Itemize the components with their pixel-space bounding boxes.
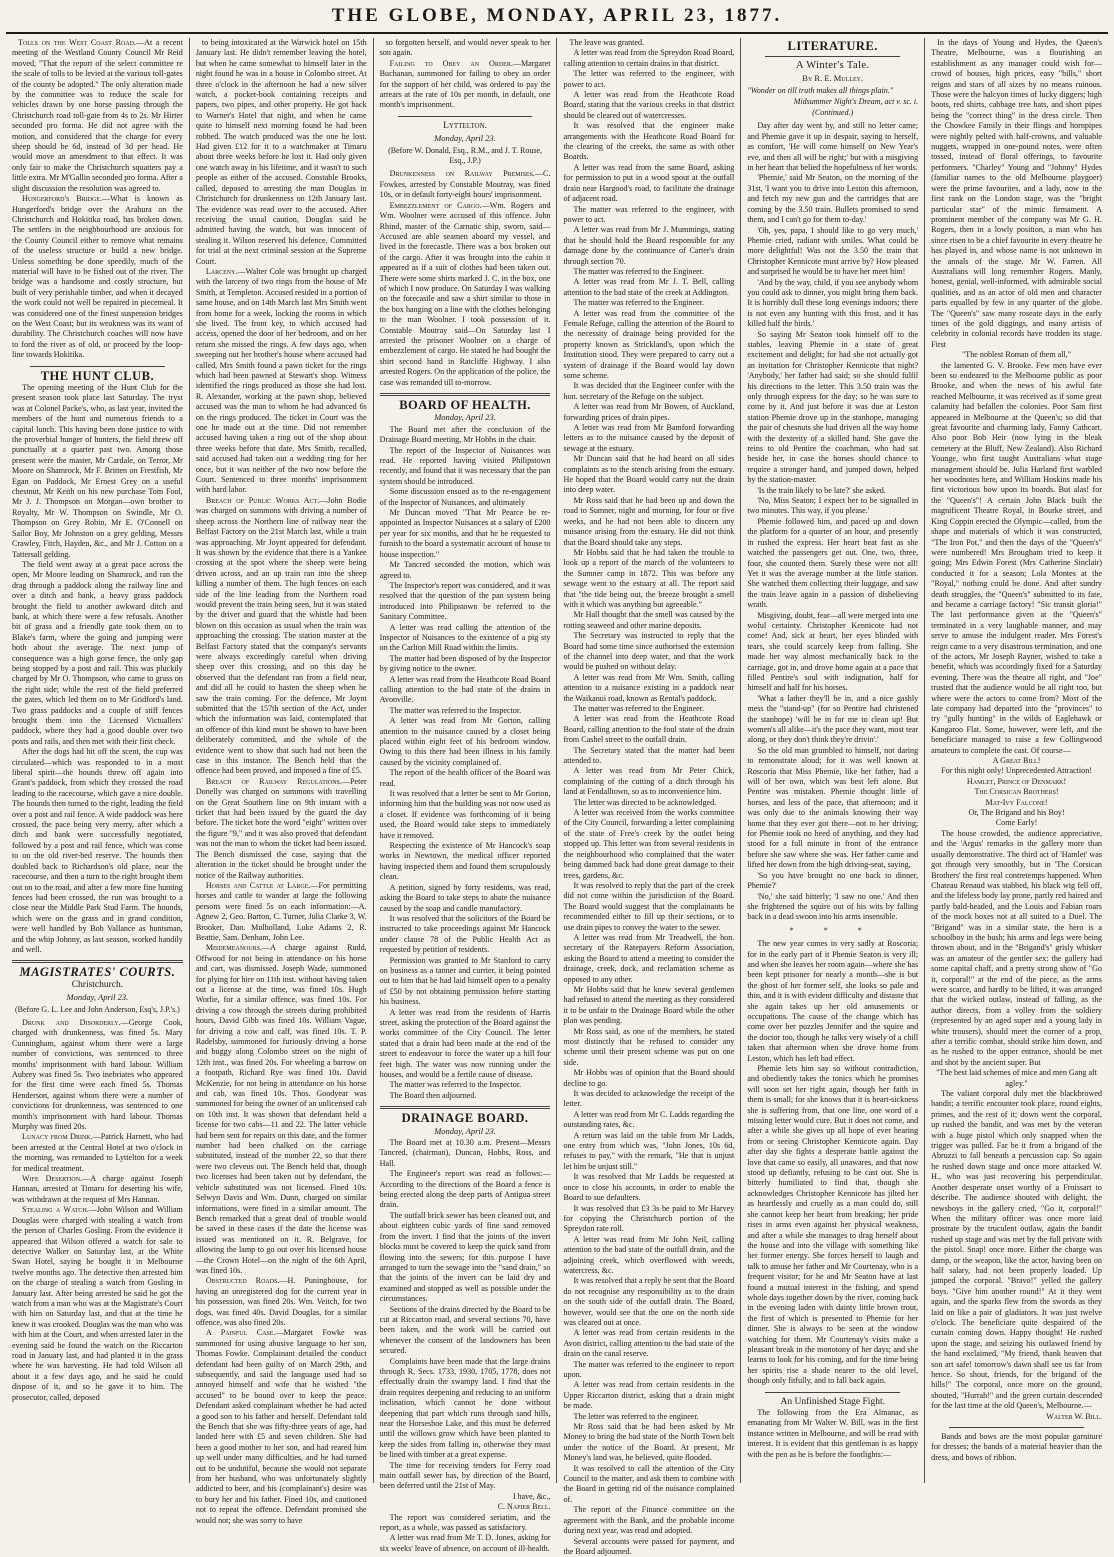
paragraph: 'Phemie,' said Mr Seaton, on the morning of the 31st, 'I want you to drive into Leston this afternoon, and fetch my new gun and the cartridges that are coming by the 3.50 train. Bullets promised to send them, and I can't go for them to-day.' [747,173,918,225]
article-body: —At a recent meeting of the Westland County Council Mr Reid moved, "That the report of the select committee re the scale of tolls to be levied at the various toll-gates of the county be adopted." The only alteration made by the committee was to reduce the scale for vehicles drawn by one horse passing through the Christchurch road toll-gate from 4s to 2s. Mr Hirter seconded pro forma. He did not agree with the motion, and considered that the charge for every sheep should be 6d, instead of 3d per head. He would move an amendment to that effect. It was only fair to make the Christchurch squatters pay a little extra. Mr M'Gallin seconded pro forma. After a slight discussion the resolution was agreed to. [12,38,183,193]
paragraph: It was resolved to reply that the part of the creek did not come within the jurisdiction of the Board. The Board would suggest that the complainants be recommended either to fill up their sections, or to use drain pipes to convey the water to the sewer. [563,881,734,933]
paragraph: The letter was referred to the engineer. [563,1412,734,1422]
paragraph: A petition, signed by forty residents, was read, asking the Board to take steps to abate the nuisance caused by the soap and candle manufactory. [380,883,551,914]
paragraph: Permission was granted to Mr Stanford to carry on business as a tanner and currier, it being pointed out to him that he had laid himself open to a penalty of £50 by not obtaining permission before starting his business. [380,956,551,1008]
paragraph: Mr Ross said, as one of the members, he stated most distinctly that he refused to consider any scheme until their present scheme was put on one side. [563,1027,734,1069]
case-body: —For permitting horses and cattle to wander at large the following persons were fined 5s on each information:—A. Agnew 2, Geo. Barton, C. Turner, Julia Clarke 3, W. Brooker, Dan. Mulholland, Luke Adams 2, R. Beattie, Sam. Denham, John Lee. [196,881,367,942]
case-body: —Margaret Fowke was summoned for using abusive language to her son, Thomas Fowke. Complainant detailed the conduct defendant had been guilty of on March 29th, and subsequently, and said the language used had so annoyed himself and wife that he wished "the accused" to be bound over to keep the peace. Defendant asked complainant whether he had acted a good son to his father and herself. Defendant told the Bench that she was fifty-three years of age, had landed here with £5 and seven children. She had been a good mother to her son, and had reared him up well under many difficulties, and he had turned out to be undutiful, because she would not separate from her husband, who was unfortunately slightly addicted to beer, and his (complainant's) desire was to bury her and his father. Fined 10s, and cautioned not to repeat the offence. Defendant promised she would not; she was sorry to have [196,1328,367,1524]
case-head: Breach of Public Works Act. [206,496,319,505]
paragraph: A letter was read from the same Board, asking for permission to put in a wood spout at the outfall drain near Hargood's road, to facilitate the drainage of adjacent road. [563,163,734,205]
case-body: —John Wilson and William Douglas were charged with stealing a watch from the person of Charles Gosling. From the evidence it appeared that Wilson offered a watch for sale to detective Walker on Saturday last, at the White Swan Hotel, saying he bought it in Melbourne twelve months ago. The detective then arrested him on the charge of stealing a watch from Gosling in January last. After being arrested he said he got the watch from a man who was at the Magistrate's Court with him on Saturday last, and that at the time he knew it was crooked. Douglas was the man who was with him at the Court, and when arrested later in the evening said he found the watch on the Riccarton road in January last, and had planted it in the grass where he was harvesting. He had told Wilson all about it a few days ago, and he said he could dispose of it, and so he gave it to him. The prosecutor, called, deposed [12,1205,183,1401]
paragraph: The matter was referred to the Engineer. [563,298,734,308]
paragraph: It was decided that the Engineer confer with the hon. secretary of the Refuge on the subject. [563,381,734,402]
article-head: Hungerford's Bridge. [22,194,102,203]
case-body: —H. Puninghouse, for having an unregistered dog for the current year in his possession, was fined 20s. Wm. Veitch, for two dogs, was fined 40s. David Douglas, for a similar offence, was also fined 20s. [196,1276,367,1327]
paragraph: The Board met after the conclusion of the Drainage Board meeting, Mr Hobbs in the chair. [380,425,551,446]
court-location: Christchurch. [12,980,183,990]
paragraph: A letter was read from Mr Wm. Smith, calling attention to a nuisance existing in a paddock near the Waikanui road, known as Rental's paddock. [563,673,734,704]
byline: By R. E. Mulley. [747,73,918,83]
paragraph: It was resolved that a letter be sent to Mr Gorton, informing him that the building was not now used as a closet. If evidence was forthcoming of it being used, the Board would take steps to immediately have it removed. [380,789,551,841]
paragraph: The new year comes in very sadly at Roscoria; for in the early part of it Phemie Seaton is very ill; and when she leaves her room again—where she has been kept prisoner for nearly a month—she is but the ghost of her former self, she looks so pale and thin, and it is with evident difficulty and distaste that she again takes up her old amusements or occupations. The cause of the change which has come over her puzzles Jennifer and the squire and the doctor too, though he talks very wisely of a chill taken that afternoon when she drove home from Leston, which has left bad effect. [747,939,918,1064]
paragraph: 'No,' she said bitterly; 'I saw no one.' And then she frightened the squire out of his wits by falling back in a dead swoon into his arms insensible. [747,892,918,923]
signature: C. Napier Bell. [380,1502,551,1512]
paragraph: A letter was read from Mr Bowen, of Auckland, forwarding prices of drain pipes. [563,402,734,423]
paragraph: The matter was referred to the engineer to report upon. [563,1360,734,1381]
paragraph: The Secretary was instructed to reply that the Board had some time since authorised the extension of the channel into deep water, and that the work would be pushed on without delay. [563,631,734,673]
signature: Walter W. Bill. [931,1412,1102,1422]
case-head: Horses and Cattle at Large. [206,881,311,890]
paragraph: It was resolved that Mr Ladds be requested at once to close his accounts, in order to enable the Board to sue defaulters. [563,1172,734,1203]
playbill-line: Hamlet, Prince of Denmark! [931,777,1102,787]
case-head: Drunk and Disorderly. [22,1018,121,1027]
section-break: * * * [747,926,918,936]
paragraph: A letter was read from certain residents in the Avon district, calling attention to the bad state of the drain on the canal reserve. [563,1328,734,1359]
case-body: —Margaret Buchanan, summoned for failing to obey an order for the support of her child, was ordered to pay the arrears at the rate of 10s per month, in default, one month's imprisonment. [380,59,551,110]
section-title-magistrates-courts: MAGISTRATES' COURTS. [12,967,183,977]
case-paragraph [380,59,551,111]
masthead-title: THE GLOBE, MONDAY, APRIL 23, 1877. [332,5,783,27]
case-body: —A charge against Joseph Hannan, arrested at Timaru for deserting his wife, was withdrawn at the request of Mrs Hannan. [12,1174,183,1204]
case-paragraph [380,201,551,388]
paragraph: So saying Mr Seaton took himself off to the stables, leaving Phemie in a state of great excitement and delight; for had she not actually got an invitation for Christopher Kennicote that night? 'Anybody,' her father had said; so she should fulfil his directions to the letter. This 3.50 train was the only through express for the day; so he was sure to come by it. And just before it was due at Leston station Phemie drove up in the stanhope, managing the pair of chesnuts she had driven all the way home with the dexterity of a skilled hand. She gave the reins to old Pentire the coachman, who had sat beside her, in case the horses should chance to require a stronger hand, and jumped down, helped by the station-master. [747,330,918,486]
case-body: —George Cook, charged with drunkenness, was fined 5s. Mary Cunningham, against whom there were a large number of convictions, was sentenced to three months' imprisonment with hard labour. William Aubrey was fined 5s. Two inebriates who appeared for the first time were each fined 5s. Thomas Henderson, against whom there were a number of convictions for drunkenness, was sentenced to one month's imprisonment with hard labour. Thomas Murphy was fined 20s. [12,1018,183,1131]
court-bench: (Before W. Donald, Esq., R.M., and J. T. Rouse, Esq., J.P.) [380,146,551,167]
paragraph: A letter was read from Mr Gorton, calling attention to the nuisance caused by a closet being placed within eight feet of his bedroom window. Owing to this there had been illness in his family caused by the vicinity complained of. [380,716,551,768]
paragraph: Complaints have been made that the large drains through R. Secs. 1733, 1930, 1705, 1778, does not effectually drain the swampy land. I find that the drain requires deepening and reducing to an uniform inclination, which cannot be done without deepening that part which runs through sand hills, near the Horseshoe Lake, and this must be deferred until the willows grow which have been planted to keep the sides from falling in, otherwise they must be lined with timber at a great expense. [380,1357,551,1461]
paragraph: A letter was read from the residents of Harris street, asking the protection of the Board against the works committee of the City Council. The letter stated that a drain had been made at the end of the street to endeavour to force the water up a hill four feet high. The water was now running under the houses, and would be a fertile cause of disease. [380,1008,551,1081]
paragraph: A letter was read from Mr T. D. Jones, asking for six weeks' leave of absence, on account of ill-health. [380,1533,551,1554]
story-title: A Winter's Tale. [747,61,918,71]
paragraph: The report of the Inspector of Nuisances was read. He reported having visited Philipstown recently, and found that it was necessary that the pan system should be introduced. [380,446,551,488]
paragraph: A return was laid on the table from Mr Ladds, one entry from which was, "John Jones, 10s 6d, refuses to pay," with the remark, "He that is unjust let him be unjust still." [563,1131,734,1173]
column-2 [189,38,373,1483]
continued-note: (Continued.) [747,108,918,118]
playbill-line: Come Early! [931,818,1102,828]
paragraph: It was resolved that £3 3s be paid to Mr Harvey for copying the Christchurch portion of the Spreydon rate roll. [563,1204,734,1235]
paragraph: A letter was received from the works committee of the City Council, forwarding a letter complaining of the state of Free's creek by the outlet being stopped up. This letter was from several residents in the neighbourhood who complained that the water being dammed back had done great damage to their trees, gardens, &c. [563,808,734,881]
paragraph: The matter was referred to the Engineer. [563,267,734,277]
case-paragraph [196,496,367,777]
section-title-literature: LITERATURE. [747,41,918,51]
paragraph: The matter was referred to the engineer, with power to act. [563,205,734,226]
case-paragraph [196,777,367,881]
case-paragraph [380,169,551,200]
case-head: Misdemeanours. [206,943,262,952]
case-body: —Patrick Harnett, who had been arrested at the Central Hotel at two o'clock in the morning, was remanded to Lyttelton for a week for medical treatment. [12,1132,183,1172]
paragraph: It was resolved that the solicitors of the Board be instructed to take proceedings against Mr Hancock under clause 78 of the Public Health Act as requested by petition of residents. [380,914,551,956]
case-paragraph [12,1205,183,1403]
paragraph: In the days of Young and Hydes, the Queen's Theatre, Melbourne, was a flourishing an establishment as any manager could wish for—crowd of houses, high prices, easy "bills," short reigns and stars of all sizes by no means ruinous. Those were the halcyon times of lucky diggers; high boots, red shirts, cabbage tree hats, and short pipes being the "correct thing" in the dress circle. Then the Chowkee Family in their flings and hornpipes were nightly pelted with half-crowns, and valuable nuggets, wrapped in one-pound notes, were often tossed, instead of floral offerings, to favourite performers. "Charley" Young and "Johnny" Hydes (familiar names to the old Melbourne playgoer) were the prime favourites, and a lady, now in the first rank on the London stage, was the "bright particular star" of the mimic firmament. A prominent member of the company was Mr G. H. Rogers, then in a lowly position, a man who has since risen to be a chief favourite in every theatre he has played in, and whose name is not unknown in the annals of the stage. Mr W. Farren. All Australians will long remember Rogers. Manly, honest, genial, well-informed, with admirable social qualities, and as an actor of old men and character parts equalled by few in any quarter of the globe. The "Queen's" saw many roseate days in the early times of the gold diggings, and many artists of celebrity in colonial records have trodden its stage. First [931,38,1102,350]
paragraph: The Board then adjourned. [380,1091,551,1101]
case-paragraph [12,1174,183,1205]
column-5 [740,38,924,1483]
case-head: Breach of Railway Regulations. [206,777,342,786]
case-body: —John Bodie was charged on summons with driving a number of sheep across the Northern line of railway near the Belfast Factory on the 21st March last, while a train was approaching. Mr Joynt appeared for defendant. It was shown by the evidence that there is a Yankee crossing at the spot where the sheep were being driven across, and an up train ran into the sheep killing a number of them. The high fences on each side of the line leading from the Northern road would prevent the train being seen, but it was stated by the driver and guard that the whistle had been blown on this occasion as usual when the train was approaching the crossing. The station master at the Belfast Factory stated that the company's servants were always exceedingly careful when driving sheep over this crossing, and on this day he observed that the defendant ran from a field near, and did all he could to hasten the sheep when he saw the train coming. For the defence, Mr Joynt submitted that the 157th section of the Act, under which the information was laid, contemplated that an offence of this kind must be shown to have been deliberately committed, and the whole of the evidence went to show that such had not been the case in this instance. The Bench held that the offence had been proved, and imposed a fine of £5. [196,496,367,776]
paragraph: 'So you have brought no one back to dinner, Phemie?' [747,871,918,892]
paragraph: After the dogs had hit off the scent, the cup was circulated—which was responded to in a most liberal spirit—the hounds threw off again into Grant's paddock, from which they crossed the road leading to the racecourse, which gave a nice double. The hounds then turned to the right, leading the field over a post and rail fence. A wide paddock was here crossed, the pace being very merry, after which a ditch and bank were successfully negotiated, followed by a post and rail fence, which was come to on the old river-bed reserve. The hounds then doubled back to Richardson's old place, near the racecourse, and then a turn to the right brought them out on to the road, and after a few more fine hunting fences had been crossed, the run was brought to a close near the Middle Park Stud Farm. The hounds, which were on the grass and in grand condition, were well handled by Bob Vallance as huntsman, and the whip Johnny, as last season, worked handily and well. [12,747,183,955]
paragraph: Mr Duncan said that he had heard on all sides complaints as to the stench arising from the estuary. He hoped that the Board would carry out the drain into deep water. [563,454,734,496]
paragraph: The following from the Era Almanac, as emanating from Mr Walter W. Bill, was in the first instance written in Melbourne, and will be read with interest. It is evident that this gentleman is as happy with the pen as he is before the footlights:— [747,1408,918,1460]
paragraph: The matter was referred to the Engineer. [563,704,734,714]
case-body: —Walter Cole was brought up charged with the larceny of two rings from the house of Mr Smith, at Templeton. Accused resided in a portion of same house, and on 14th March last Mrs Smith went from home for a week, locking the rooms in which she lived. The front key, to which accused had access, opened the door of her bedroom, and on her return she missed the rings. A few days ago, when sweeping out her brother's house where accused had called, Mrs Smith found a pawn ticket for the rings which had been pawned at Stewart's shop. Witness identified the rings produced as those she had lost. R. Alexander, working at the pawn shop, believed accused was the man to whom he had advanced 6s on the rings produced. The ticket in Court was the one he made out at the time. Did not remember accused having taken a ring out of the shop about three weeks before that date. Mrs Smith, recalled, said accused had taken out a wedding ring for her once, but it was neither of the two now before the Court. Sentenced to three months' imprisonment with hard labor. [196,267,367,495]
paragraph: Mr Hobbs said that he had taken the trouble to look up a report of the march of the volunteers to the Sumner camp in 1872. This was before any sewage went to the estuary at all. The report said that "the tide being out, the breeze brought a smell with it which was anything but agreeable." [563,548,734,610]
paragraph: The outfall brick sewer has been cleaned out, and about eighteen cubic yards of fine sand removed from the invert. I find that the joints of the invert blocks must be covered to keep the quick sand from flowing into the sewers; for this purpose I have arranged to turn the sewage into the "sand drain," so that the joints of the invert can be laid dry and examined and stopped as well as possible under the circumstances. [380,1211,551,1305]
paragraph: A letter was read from the committee of the Female Refuge, calling the attention of the Board to the necessity of drainage being provided for the property known as Strickland's, upon which the Institution stood. They were prepared to carry out a system of drainage if the Board would lay down some scheme. [563,309,734,382]
divider [398,116,533,117]
epigraph-source [747,97,918,107]
paragraph: The matter was referred to the Inspector. [380,1080,551,1090]
article-body: —What is known as Hungerford's bridge over the Arahura on the Christchurch and Hokitika road, has broken down. The settlers in the neighbourhood are anxious for the County Council either to remove what remains of the useless structure or build a new bridge. Unless something be done speedily, much of the material will have to be fished out of the river. The bridge was a handsome and costly structure, but built of very perishable timber, and when it decayed the work could not well be repaired in piecemeal. It was considered one of the finest suspension bridges on the West Coast; but its weakness was its want of durability. The Christchurch coaches will now have to ford the river as of old, or proceed by the loop-line towards Hokitika. [12,194,183,359]
case-head: Failing to Obey an Order. [390,59,513,68]
paragraph: Mr Hobbs said that he knew several gentlemen had refused to attend the meeting as they considered it to be unfair to the Drainage Board while the other plan was pending. [563,985,734,1027]
paragraph: The Engineer's report was read as follows:—According to the directions of the Board a fence is being erected along the deep parts of Antigua street drain. [380,1169,551,1211]
paragraph: So the old man grumbled to himself, not daring to remonstrate aloud; for it was well known at Roscoria that Miss Phemie, like her father, had a will of her own, which was best left alone. But Pentire was mistaken. Phemie thought little of horses, and less of the pace, that afternoon; and it was only due to the animals knowing their way home that they ever got there—not to her driving; for Phemie took no heed of anything, and they had stood for a full minute in front of the entrance before she saw where she was. Her father came and lifted her down from the high driving-seat, saying, [747,746,918,871]
paragraph: A letter was read from the Heathcote Road Board, calling attention to the foul state of the drain from Cashel street to the outfall drain. [563,714,734,745]
playbill-line: Or, The Brigand and his Boy! [931,808,1102,818]
case-paragraph [12,1018,183,1132]
paragraph: 'No, Miss Seaton; I expect her to be signalled in two minutes. This way, if you please.' [747,496,918,517]
paragraph: Mr Ross said that he had been up and down the road to Sumner, night and morning, for four or five weeks, and he had not been able to discern any nuisance arising from the estuary. He did not think that the Board should take any steps. [563,496,734,548]
case-head: Stealing a Watch. [22,1205,89,1214]
divider [380,393,551,396]
paragraph: The Inspector's report was considered, and it was resolved that the question of the pan system being introduced into Philipstown be referred to the Sanitary Committee. [380,581,551,623]
epigraph-source-text: Midsummer Night's Dream, act v. sc. i. [794,97,918,106]
paragraph: 'And by the way, child, if you see anybody whom you could ask to dinner, you might bring them back. It is horribly dull these long evenings indoors; there is not even any hunting with this frost, and it has killed half the birds.' [747,278,918,330]
case-paragraph [196,943,367,1276]
paragraph: The field went away at a great pace across the open, Mr Moore leading on Shamrock, and ran the drag through a paddock along the railway line and over a ditch and bank, a heavy grass paddock brought the field to another awkward ditch and bank, at which there were a few refusals. Another bit of grass and a friendly gate took them on to Blake's farm, where the going and jumping were both about the average. The next jump of consequence was a high gorse fence, the only gap being stopped by a post and rail. This was pluckily charged by Mr O. Thompson, who came to grass on the right side; while the rest of the field preferred the gates, which led them on to Mr Gridford's land. Two grass paddocks and a couple of stiff fences brought them into the Licensed Victuallers' paddock, where they had a good double over two posts and rails, and then met with their first check. [12,560,183,747]
quotation: "The best laid schemes of mice and men Gang aft agley." [931,1068,1102,1089]
paragraph: A letter was read from the Spreydon Road Board, calling attention to certain drains in that district. [563,48,734,69]
quotation: "The noblest Roman of them all," [931,350,1102,360]
article-head: Tolls on the West Coast Road. [18,38,136,47]
case-head: Wife Desertion. [22,1174,82,1183]
case-body: —A charge against Rudd, Offwood for not being in attendance on his horse and cart, was dismissed. Joseph Wade, summoned for plying for hire on 11th inst. without having taken out a license at the time, was fined 10s. Hugh Worlie, for a similar offence, was fined 10s. For driving a cow through the streets during prohibited hours, David Gibb was fined 10s. William Vague, for driving a cow and calf, was fined 10s. T. P. Radelsby, summoned for furiously driving a horse and buggy along Colombo street on the night of 12th inst., was fined 20s. For wheeling a barrow on a footpath, Richard Rye was fined 10s. David McKenzie, for not being in attendance on his horse and cab, was fined 10s. Thos. Goodyear was summoned for being the owner of an unlicensed cab on 10th inst. It was shown that defendant held a license for two cabs—11 and 22. The latter vehicle had been sent for repairs on this date, and the former number had been chalked on the carriage substituted, instead of the number 22, so that there were two cleveus out. The Bench held that, though two licenses had been taken out by defendant, the vehicle substituted was not licensed. Fined 10s. Selwyn Davis and Wm. Dunn, charged on similar informations, were fined in a similar amount. The Bench remarked that a great deal of trouble would be saved in these cases if the date the license was issued was mentioned on it. R. Belgrave, for allowing the lamp to go out over his licensed house—the Crown Hotel—on the night of the 6th April, was fined 10s. [196,943,367,1275]
paragraph: 'Is the train likely to be late?' she asked. [747,486,918,496]
paragraph: 'Oh, yes, papa, I should like to go very much,' Phemie cried, radiant with smiles. What could be more delightful! Was not the 3.50 the train that Christopher Kennicote must arrive by? How pleased and surprised he would be to have her meet him! [747,226,918,278]
paragraph: A letter was read from certain residents in the Upper Riccarton district, asking that a drain might be made. [563,1380,734,1411]
paragraph: The matter had been disposed of by the Inspector by giving notice to the owner. [380,654,551,675]
paragraph: The Board met at 10.30 a.m. Present—Messrs Tancred, (chairman), Duncan, Hobbs, Ross, and Hall. [380,1138,551,1169]
paragraph: Respecting the existence of Mr Hancock's soap works in Newtown, the medical officer reported having inspected them and found them scrupulously clean. [380,841,551,883]
column-6 [924,38,1108,1483]
paragraph: A letter was read from the Heathcote Road Board calling attention to the bad state of the drains in Avonville. [380,675,551,706]
article-bridge [12,194,183,361]
case-head: A Painful Case. [206,1328,276,1337]
paragraph: Several accounts were passed for payment, and the Board adjourned. [563,1537,734,1557]
meeting-date: Monday, April 23. [380,1126,551,1136]
case-head: Embezzlement of Cargo. [390,201,482,210]
paragraph: The house crowded, the audience appreciative, and the 'Argus' remarks in the gallery more than usually demonstrative. The third act of 'Hamlet' was got through very smoothly, but in 'The Corsican Brothers' the first real contretemps happened. When Chateau Renaud was stabbed, his black wig fell off, and the lifeless body lay prone, partly red haired and partly bald-headed, and the Louis and Fabian roars of the mock boxes not at all suited to a Duel. The "Brigand" was in a similar state, the hero is a schoolboy in the bush; his arms and legs were being thrown about, and in the "Brigand's" grisly whisker was an amateur of the gentler sex: the gallery had some capital chaff, and a pretty strong show of "Go it, corporal!" at the end of the piece, as the arms were scarce, and hardly to be lifted, it was arranged that the wicked outlaw, instead of falling, as the author directs, from a volley from the soldiery (represented by an aged super and a young lady in white trousers), should meet the corner of a prop, after a terrific combat, should strike him down, and as he rushed to the upper entrance, should be met and shot by the ancient super. But [931,829,1102,1068]
court-bench: (Before G. L. Lee and John Anderson, Esq's, J.P.'s.) [12,1005,183,1015]
paragraph: It was decided to acknowledge the receipt of the letter. [563,1089,734,1110]
paragraph: A letter was read from Mr Peter Chick, complaining of the cutting of a ditch through his land at Fendalltown, so as to inconvenience him. [563,766,734,797]
case-head: Drunkenness on Railway Premises. [390,169,535,178]
epigraph: "Wonder on till truth makes all things plain." [747,86,918,96]
paragraph: 'What a lather they'll be in, and a nice gashly mess the "stand-up" (for so Pentire had christened the stanhope) 'will be in for me to clean up! But women's all alike—it's the pace they want, most tear along, or they don't think they're drivin'.' [747,694,918,746]
paragraph: so forgotten herself, and would never speak to her son again. [380,38,551,59]
column-3 [373,38,557,1483]
paragraph: Bands and bows are the most popular garniture for dresses; the bands of a material heavier than the dress, and bows of ribbon. [931,1432,1102,1463]
paragraph: the lamented G. V. Brooke. Few men have ever been so endeared to the Melbourne public as poor Brooke, and when the news of his awful fate reached Melbourne, it was received as if some great calamity had befallen the colonies. Poor Sam first appeared in Melbourne at the Queen's; so did that great favourite and charming lady, Fanny Cathcart. Also poor Bob Heir (now lying in the bleak cemetery at the Bluff, New Zealand). Also Richard Younge, who first taught Australians what stage management should be. Julia Harland first warbled her woodnotes here, and William Hoskins made his first victorious bow upon its boards. But alas! for the "Queen's"! A certain John Black built the magnificent Theatre Royal, in Bourke street, and King Coppin erected the Olympic—called, from the shape and materials of which it was constructed, "The Iron Pot," and then the days of the "Queen's" were numbered! Mrs Brougham tried to keep it going; Mrs Edwin Forest (Mrs Catherine Sinclair) conducted it for a season; Lola Montes at the "Royal," nothing could be done. And after sundry death struggles, the "Queen's" submitted to its fate, and became a carriage factory! "Sic transit gloria!" The last performance given at the "Queen's" terminated in a very laughable manner, and may serve to amuse the indulgent reader. Mrs Forest's reign came to a very disastrous termination, and one of the actors, Mr Joseph Rayner, wished to take a benefit, which was accordingly fixed for a Saturday evening. There was the theatre all right, and "Joe" trusted that the audience would be all right too, but where were the actors to come from? Most of the late company had departed into the "provinces" to try "gully hunting" in the wilds of Eaglehawk or Kangaroo Flat. Some, however, were left, and the beneficiare managed to raise a few Collingwood amateurs to complete the cast. Of course— [931,361,1102,756]
article-tolls [12,38,183,194]
playbill-line: For this night only! Unprecedented Attraction! [931,766,1102,776]
paragraph: Day after day went by, and still no letter came; and Phemie gave it up in despair, saying to herself, as comfort, 'He will come himself on New Year's eve, and then all will be right;' but with a misgiving in her heart that belied the hopefulness of her words. [747,121,918,173]
paragraph: A letter was read from Mr John Neil, calling attention to the bad state of the outfall drain, and the adjoining creek, which overflowed with weeds, watercress, &c. [563,1235,734,1277]
case-paragraph [196,267,367,496]
paragraph: It was resolved to call the attention of the City Council to the matter, and ask them to combine with the Board in getting rid of the nuisance complained of. [563,1464,734,1506]
section-title-stage-fight: An Unfinished Stage Fight. [747,1397,918,1407]
paragraph: The opening meeting of the Hunt Club for the present season took place last Saturday. The tryst was at Colonel Packe's, who, as last year, invited the members of the hunt and numerous friends to a capital lunch. This having been done justice to with the proverbial hunger of hunters, the field threw off punctually at a quarter past two. Among those present were the master, Mr Cardale, on Terror, Mr Moore on Shamrock, Mr F. Britten on Frestfish, Mr Egan on Paddock, Mr Ernest Grey on a useful chestnut, Mr Keith on his new purchase Tom Fool, Mr J. J. Thompson on Morgan—own brother to Royalty, Mr W. Thompson on Swindle, Mr O. Thompson on Grey Robin, Mr E. O'Connell on Sailor Boy, Mr Johnston on a grey gelding, Messrs Crawley, Fitch, Hayden, &c., and Mr J. Cotton on a Tattersall gelding. [12,383,183,560]
paragraph: Phemie followed him, and paced up and down the platform for a quarter of an hour, and presently in rushed the express. Her heart beat fast as she watched the passengers get out. One, two, three, four, she counted them. Surely these were not all! Yet it was the average number at the little station. She watched them collecting their luggage, and saw the train leave again in a passion of disbelieving wrath. [747,517,918,611]
paragraph: The report of the health officer of the Board was read. [380,768,551,789]
paragraph: A letter was read from the Heathcote Road Board, stating that the various creeks in that district should be cleared out of watercresses. [563,90,734,121]
columns [6,38,1108,1483]
paragraph: The time for receiving tenders for Ferry road main outfall sewer has, by direction of the Board, been deferred until the 21st of May. [380,1461,551,1492]
playbill-line: The Corsican Brothers! [931,787,1102,797]
paragraph: Phemie lets him say so without contradiction, and obediently takes the tonics which he promises will soon set her right again, though her faith in them is small; for she knows that it is heart-sickness she is suffering from, that one line, one word of a missing letter would cure. But it does not come, and after a while she gives up all hope of ever hearing from or seeing Christopher Kennicote again. Day after day she fights a desperate battle against the love that came so easily, all unawares, and that now stood up defiantly, refusing to be cast out. She is bitterly humiliated to find that, though she acknowledges Christopher Kennicote has jilted her as heartlessly and cruelly as a man could do, still she cannot keep her heart from breaking; her pride rises in arms even against her physical weakness, and after a while she manages to drag herself about the house and into the village with something like her former energy. She forces herself to laugh and talk to amuse her father and Mr Courtenay, who is a frequent visitor; for he and Mr Seaton have at last found a mutual interest in the fishing, and spend whole days together down by the river, coming back in the evening laden with dainty little brown trout, the first of which is presented to Phemie for her dinner. She is always to be seen at the window watching for them. Mr Courtenay's visits make a pleasant break in the monotony of her days; and she learns to look for his coming, and for the time being her spirits rise a shade nearer to the old level, though only fitfully, and to fall back again. [747,1064,918,1387]
column-1 [6,38,189,1483]
case-body: —C. Fowkes, arrested by Constable Moutray, was fined 10s, or in default forty-eight hours' imprisonment. [380,169,551,199]
court-date: Monday, April 23. [380,133,551,143]
case-body: —Peter Donelly was charged on summons with travelling on the Great Southern line on 9th instant with a ticket that had been issued by the guard the day before. The ticket bore the word "eight" written over the figure "9," and it was also proved that defendant was not the man to whom the ticket had been issued. The Bench dismissed the case, saying that the alteration in the ticket should be brought under the notice of the Railway authorities. [196,777,367,880]
column-4 [556,38,740,1483]
signoff: I have, &c., [380,1492,551,1502]
paragraph: A letter was read from Mr J. T. Bell, calling attention to the bad state of the creek at Addington. [563,277,734,298]
paragraph: Mr Tancred seconded the motion, which was agreed to. [380,560,551,581]
divider [30,366,165,367]
paragraph: to being intoxicated at the Warwick hotel on 15th January last. He didn't remember leaving the hotel, but when he came somewhat to himself later in the night found he was in a house in Colombo street. At three o'clock in the afternoon he had a new silver watch, a pocket-book containing receipts and papers, two pipes, and other property. He got back to Warner's Hotel that night, and when he came quite to himself next morning found he had been robbed. The watch produced was the one he lost. Had given £12 for it to a watchmaker at Timaru about three weeks before he lost it. Had only given one watch away in his lifetime, and it wasn't to such people as either of the accused. Constable Brooks, called, deposed to arresting the man Douglas in Christchurch for drunkenness on 12th January last. The evidence was read over to the accused. After receiving the usual caution, Douglas said he admitted having the watch, but was innocent of stealing it. Wilson reserved his defence. Committed for trial at the next criminal session at the Supreme Court. [196,38,367,267]
paragraph: Mr Ross said that he had been asked by Mr Money to bring the bad state of the North Town belt under the notice of the Board. At present, Mr Money's land was, he believed, quite flooded. [563,1422,734,1464]
section-title-board-of-health: BOARD OF HEALTH. [380,400,551,410]
meeting-date: Monday, April 23. [380,412,551,422]
divider [949,1427,1084,1428]
case-body: —Wm. Rogers and Wm. Woolner were accused of this offence. John Rhind, master of the Carnatic ship, sworn, said—Accused are able seamen aboard my vessel, and lived in the forecastle. There was a box broken out of the cargo. After it was brought into the cabin it appeared as if a suit of clothes had been taken out. There were some shirts marked J. C. in the box, one of which I now produce. On Saturday I was walking on the forecastle and saw a shirt similar to those in the box hanging on a line with the clothes belonging to the man Woolner. I took possession of it. Constable Moutray said—On Saturday last I arrested the prisoner Woolner on a charge of embezzlement of cargo. He stated he had bought the shirt second hand in Ratcliffe Highway. I also arrested Rogers. On the application of the police, the case was remanded till to-morrow. [380,201,551,387]
paragraph: Misgiving, doubt, fear—all were merged into one woful certainty. Christopher Kennicote had not come! And, sick at heart, her eyes blinded with tears, she could scarcely keep from falling. She made her way almost mechanically back to the carriage, got in, and drove home again at a pace that filled Pentire's soul with indignation, half for himself and half for his horses. [747,611,918,694]
section-title-lyttelton: Lyttelton. [380,121,551,131]
section-title-drainage-board: DRAINAGE BOARD. [380,1113,551,1123]
case-head: Obstructed Roads. [206,1276,280,1285]
case-paragraph [196,881,367,943]
court-date: Monday, April 23. [12,992,183,1002]
paragraph: The Secretary stated that the matter had been attended to. [563,746,734,767]
playbill-line: Mat-Ivy Falcone! [931,798,1102,808]
paragraph: The valiant corporal duly met the blackbrowed bandit; a terrific encounter took place, round eights, primes, and the rest of it; down went the corporal, up rushed the bandit, and was met by the veteran with a huge pistol which only snapped when the trigger was pulled. Far be it from a brigand of the Abruzzi to fall beneath a percussion cap. So again he rushed down stage and once more attacked W. H., who was just recovering his perpendicular. Another desperate onset worthy of a Froissart to describe. The audience shouted with delight, the newsboys in the gallery cried, "Go it, corporal!" When the military officer was once more laid prostrate by the truculent outlaw, again the bandit rushed up stage and was met by the full private with the pistol. Snap! once more. Either the charge was damp, or the weapon, like the actor, having been on half salary, had not been properly loaded. Up jumped the corporal. "Bravo!" yelled the gallery boys. "Give him another round!" At it they went again, and the sparks flew from the swords as they laid on like a pair of gladiators. It was just twelve o'clock. The beneficiare quite despaired of the curtain coming down. Happy thought! He rushed upon the stage, and seizing his outlawed friend by the hand exclaimed, "My friend, thank heaven that son art safe! tomorrow's dawn shall see us far from hence. So shout, friends, for the brigand of the hills!" The corporal, once more on the ground, shouted, "Hurrah!" and the green curtain descended for the last time at the old Queen's, Melbourne.— [931,1089,1102,1412]
paragraph: Mr Hobbs was of opinion that the Board should decline to go. [563,1068,734,1089]
paragraph: Some discussion ensued as to the re-engagement of the Inspector of Nuisances, and ultimately [380,487,551,508]
paragraph: The letter was directed to be acknowledged. [563,798,734,808]
paragraph: A letter was read from Mr Treadwell, the hon. secretary of the Ratepayers Reform Association, asking the Board to attend a meeting to consider the drainage, creek, dock, and reclamation scheme as opposed to any other. [563,933,734,985]
paragraph: Sections of the drains directed by the Board to be cut at Riccarton road, and several sections 70, have been taken, and the work will be carried out whenever the consent of the landowners has been secured. [380,1305,551,1357]
paragraph: The letter was referred to the engineer, with power to act. [563,69,734,90]
case-paragraph [196,1276,367,1328]
paragraph: The report of the Finance committee on the agreement with the Bank, and the probable income during next year, was read and adopted. [563,1505,734,1536]
case-head: Lunacy from Drink. [22,1132,93,1141]
divider [12,960,183,963]
case-paragraph [196,1328,367,1526]
divider [380,1106,551,1109]
paragraph: It was resolved that the engineer make arrangements with the Heathcote Road Board for the clearing of the creeks, the same as with other Boards. [563,121,734,163]
section-title-hunt-club: THE HUNT CLUB. [12,371,183,381]
paragraph: Mr Hall thought that the smell was caused by the rotting seaweed and other marine deposits. [563,610,734,631]
case-paragraph [12,1132,183,1174]
paragraph: A letter was read calling the attention of the Inspector of Nuisances to the existence of a pig sty on the Carlton Mill Road within the limits. [380,623,551,654]
paragraph: A letter was read from Mr C. Ladds regarding the outstanding rates, &c. [563,1110,734,1131]
paragraph: It was resolved that a reply be sent that the Board do not recognise any responsibility as to the drain on the south side of the outfall drain. The Board, however, would see that the one on the north side was cleared out at once. [563,1276,734,1328]
paragraph: The report was considered seriatim, and the report, as a whole, was passed as satisfactory. [380,1513,551,1534]
paragraph: The leave was granted. [563,38,734,48]
playbill-line: A Great Bill! [931,756,1102,766]
divider [765,56,900,57]
case-head: Larceny. [206,267,238,276]
paragraph: A letter was read from Mr Bamford forwarding letters as to the nuisance caused by the deposit of sewage at the estuary. [563,423,734,454]
masthead [6,0,1108,34]
paragraph: A letter was read from Mr J. Mummings, stating that he should hold the Board responsible for any damage done by the continuance of Carter's drain through section 70. [563,225,734,267]
paragraph: The matter was referred to the Inspector. [380,706,551,716]
paragraph: Mr Duncan moved "That Mr Pearce be re-appointed as Inspector Nuisances at a salary of £200 per year for six months, and that he be requested to furnish to the board a systematic account of house to house inspection." [380,508,551,560]
divider [765,1392,900,1393]
